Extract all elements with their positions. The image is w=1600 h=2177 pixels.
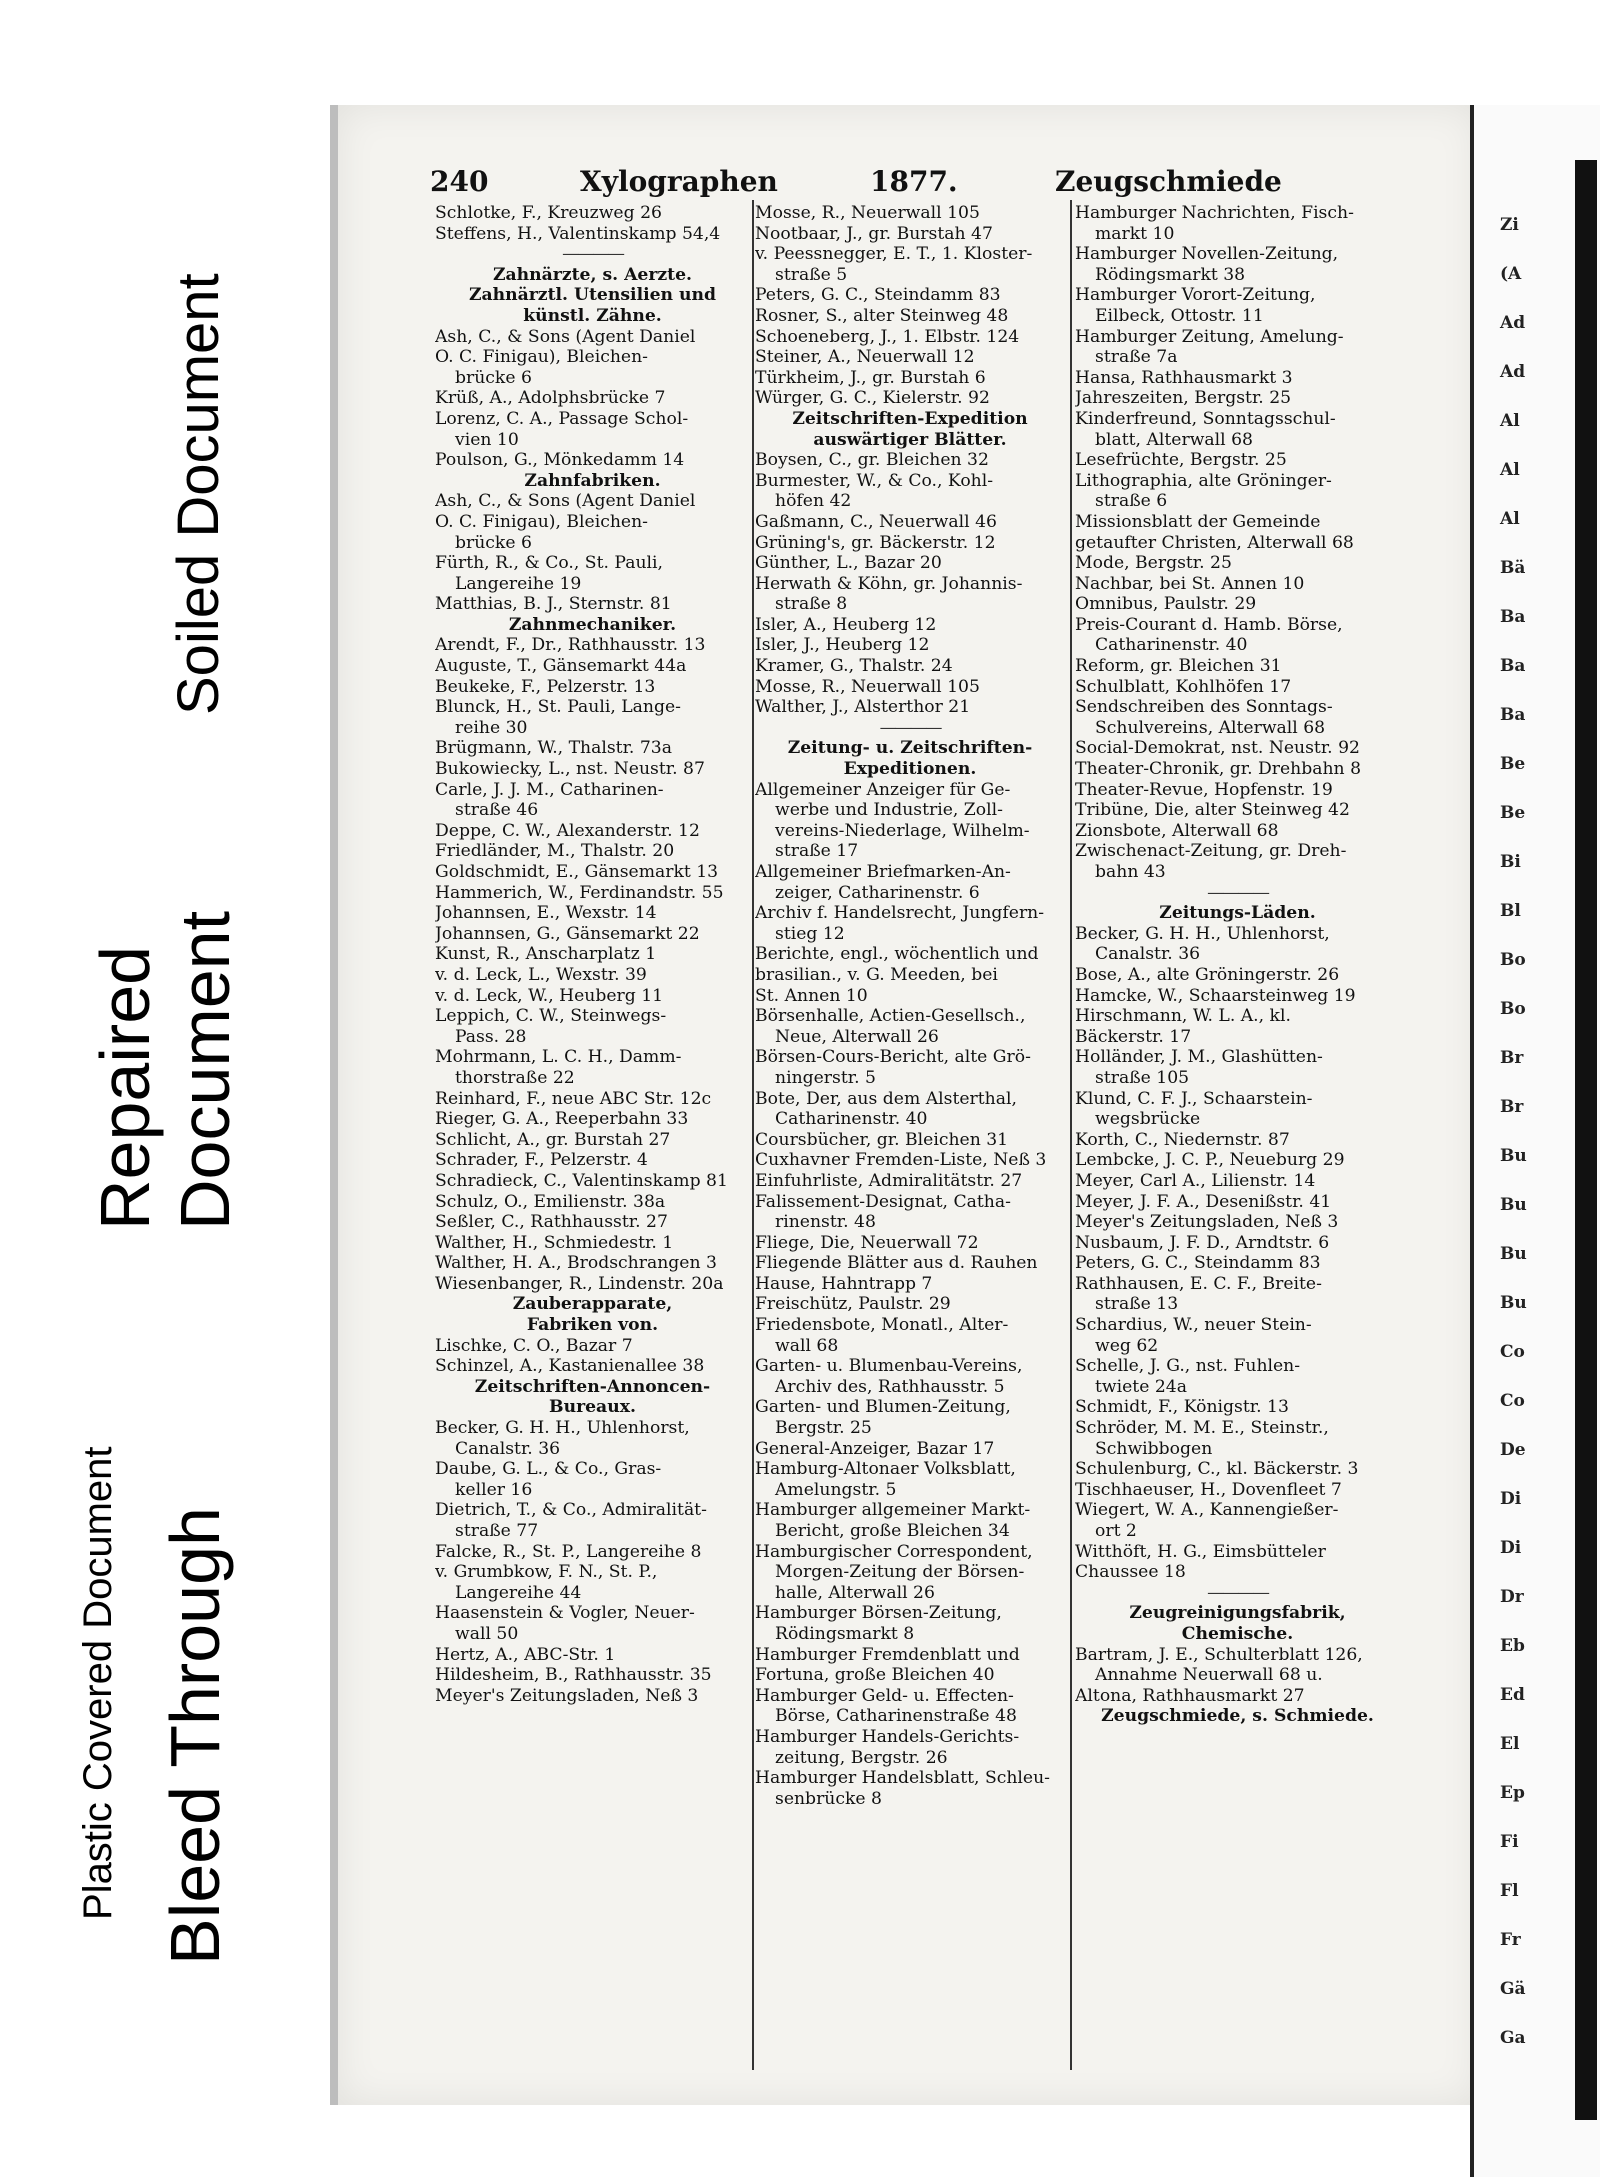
directory-entry: Canalstr. 36	[455, 1438, 561, 1459]
directory-entry: Hamburg-Altonaer Volksblatt,	[755, 1459, 1016, 1480]
directory-entry: Lembcke, J. C. P., Neueburg 29	[1075, 1150, 1345, 1171]
facing-page-fragment: Di	[1500, 1489, 1522, 1509]
section-heading: Zahnfabriken.	[524, 470, 661, 491]
directory-entry: Schinzel, A., Kastanienallee 38	[435, 1356, 705, 1377]
directory-entry: Nusbaum, J. F. D., Arndtstr. 6	[1075, 1232, 1330, 1253]
directory-entry: Hammerich, W., Ferdinandstr. 55	[435, 882, 724, 903]
directory-entry: Eilbeck, Ottostr. 11	[1095, 305, 1264, 326]
directory-entry: Klund, C. F. J., Schaarstein-	[1075, 1088, 1313, 1109]
directory-entry: Börsenhalle, Actien-Gesellsch.,	[755, 1006, 1026, 1027]
facing-page-fragment: Gä	[1500, 1979, 1526, 1999]
directory-entry: Gaßmann, C., Neuerwall 46	[755, 511, 997, 532]
directory-entry: Rödingsmarkt 38	[1095, 264, 1246, 285]
directory-entry: Cuxhavner Fremden-Liste, Neß 3	[755, 1150, 1047, 1171]
directory-entry: Hamburger Fremdenblatt und	[755, 1644, 1020, 1665]
section-heading: künstl. Zähne.	[523, 305, 662, 326]
directory-entry: rinenstr. 48	[775, 1212, 876, 1233]
directory-entry: Mohrmann, L. C. H., Damm-	[435, 1047, 682, 1068]
directory-entry: Daube, G. L., & Co., Gras-	[435, 1459, 662, 1480]
directory-entry: Coursbücher, gr. Bleichen 31	[755, 1129, 1009, 1150]
directory-entry: Langereihe 19	[455, 573, 582, 594]
directory-entry: Grüning's, gr. Bäckerstr. 12	[755, 532, 996, 553]
directory-entry: Walther, H., Schmiedestr. 1	[435, 1232, 674, 1253]
directory-entry: Kinderfreund, Sonntagsschul-	[1075, 408, 1336, 429]
directory-entry: straße 13	[1095, 1294, 1179, 1315]
section-heading: Expeditionen.	[843, 759, 977, 780]
directory-entry: weg 62	[1095, 1335, 1159, 1356]
directory-entry: straße 17	[775, 841, 859, 862]
directory-entry: werbe und Industrie, Zoll-	[775, 800, 1003, 821]
facing-page-fragment: Bo	[1500, 999, 1526, 1019]
directory-entry: Lithographia, alte Gröninger-	[1075, 470, 1332, 491]
stamp-bleed-through: Bleed Through	[156, 1507, 234, 1965]
facing-page-fragment: Ad	[1500, 313, 1526, 333]
page-header	[430, 165, 1410, 201]
directory-entry: wegsbrücke	[1095, 1109, 1201, 1130]
directory-entry: O. C. Finigau), Bleichen-	[435, 511, 648, 532]
directory-entry: Dietrich, T., & Co., Admiralität-	[435, 1500, 707, 1521]
directory-entry: Catharinenstr. 40	[775, 1109, 928, 1130]
directory-entry: Mosse, R., Neuerwall 105	[755, 203, 980, 223]
column-1	[435, 203, 750, 1706]
directory-entry: Morgen-Zeitung der Börsen-	[775, 1562, 1025, 1583]
facing-page-fragment: (A	[1500, 264, 1522, 284]
directory-entry: Einfuhrliste, Admiralitätstr. 27	[755, 1170, 1023, 1191]
section-rule: ————	[1207, 1582, 1268, 1603]
directory-entry: Burmester, W., & Co., Kohl-	[755, 470, 994, 491]
directory-entry: Chaussee 18	[1075, 1562, 1186, 1583]
directory-entry: Falissement-Designat, Catha-	[755, 1191, 1011, 1212]
section-heading: Bureaux.	[549, 1397, 636, 1418]
directory-entry: Bergstr. 25	[775, 1418, 872, 1439]
facing-page-fragment: Ba	[1500, 607, 1526, 627]
directory-entry: Poulson, G., Mönkedamm 14	[435, 450, 685, 471]
page-number: 240	[430, 165, 489, 198]
directory-entry: Neue, Alterwall 26	[775, 1026, 939, 1047]
directory-entry: Steiner, A., Neuerwall 12	[755, 347, 975, 368]
directory-entry: Garten- und Blumen-Zeitung,	[755, 1397, 1011, 1418]
directory-entry: thorstraße 22	[455, 1067, 575, 1088]
directory-entry: Omnibus, Paulstr. 29	[1075, 594, 1257, 615]
directory-entry: Kramer, G., Thalstr. 24	[755, 656, 953, 677]
directory-entry: Schröder, M. M. E., Steinstr.,	[1075, 1418, 1329, 1439]
directory-entry: straße 5	[775, 264, 848, 285]
directory-entry: Börsen-Cours-Bericht, alte Grö-	[755, 1047, 1031, 1068]
directory-entry: Schlicht, A., gr. Burstah 27	[435, 1129, 671, 1150]
directory-entry: Günther, L., Bazar 20	[755, 553, 942, 574]
directory-entry: Jahreszeiten, Bergstr. 25	[1075, 388, 1292, 409]
directory-entry: Schradieck, C., Valentinskamp 81	[435, 1170, 728, 1191]
directory-entry: v. Grumbkow, F. N., St. P.,	[435, 1562, 658, 1583]
column-3	[1075, 203, 1400, 1727]
facing-page-fragment: Di	[1500, 1538, 1522, 1558]
directory-entry: Annahme Neuerwall 68 u.	[1095, 1665, 1323, 1686]
directory-entry: straße 8	[775, 594, 848, 615]
directory-entry: v. Peessnegger, E. T., 1. Kloster-	[755, 244, 1033, 265]
directory-entry: Hamburger Geld- u. Effecten-	[755, 1685, 1014, 1706]
column-divider	[752, 200, 754, 2070]
directory-entry: markt 10	[1095, 223, 1175, 244]
directory-entry: keller 16	[455, 1479, 533, 1500]
stamp-area	[0, 0, 330, 2177]
facing-page-fragment: Co	[1500, 1391, 1525, 1411]
directory-entry: Walther, J., Alsterthor 21	[755, 697, 971, 718]
directory-entry: stieg 12	[775, 923, 845, 944]
directory-entry: Johannsen, E., Wexstr. 14	[435, 903, 657, 924]
directory-entry: getaufter Christen, Alterwall 68	[1075, 532, 1354, 553]
directory-entry: straße 105	[1095, 1067, 1190, 1088]
directory-entry: Hamburger allgemeiner Markt-	[755, 1500, 1031, 1521]
directory-entry: Schmidt, F., Königstr. 13	[1075, 1397, 1289, 1418]
directory-entry: Meyer's Zeitungsladen, Neß 3	[435, 1685, 699, 1706]
directory-entry: Zionsbote, Alterwall 68	[1075, 820, 1279, 841]
directory-entry: reihe 30	[455, 717, 528, 738]
directory-entry: Sendschreiben des Sonntags-	[1075, 697, 1333, 718]
directory-entry: zeitung, Bergstr. 26	[775, 1747, 948, 1768]
stamp-repaired	[85, 830, 245, 1230]
directory-entry: Schulenburg, C., kl. Bäckerstr. 3	[1075, 1459, 1359, 1480]
directory-entry: Altona, Rathhausmarkt 27	[1075, 1685, 1305, 1706]
directory-entry: Türkheim, J., gr. Burstah 6	[755, 367, 986, 388]
facing-page-fragment: Al	[1500, 509, 1520, 529]
directory-entry: St. Annen 10	[755, 985, 868, 1006]
directory-entry: ort 2	[1095, 1521, 1137, 1541]
directory-entry: Schwibbogen	[1095, 1438, 1213, 1459]
directory-entry: Archiv des, Rathhausstr. 5	[775, 1376, 1005, 1397]
directory-entry: Fortuna, große Bleichen 40	[755, 1665, 995, 1686]
directory-entry: Hamcke, W., Schaarsteinweg 19	[1075, 985, 1356, 1006]
directory-entry: Meyer, J. F. A., Desenißstr. 41	[1075, 1191, 1332, 1212]
directory-entry: Schulblatt, Kohlhöfen 17	[1075, 676, 1292, 697]
section-rule: ————	[1207, 882, 1268, 903]
directory-entry: Reform, gr. Bleichen 31	[1075, 656, 1282, 677]
directory-entry: Becker, G. H. H., Uhlenhorst,	[1075, 923, 1330, 944]
directory-entry: Rosner, S., alter Steinweg 48	[755, 305, 1009, 326]
directory-entry: Meyer's Zeitungsladen, Neß 3	[1075, 1212, 1339, 1233]
facing-page-fragment: Fi	[1500, 1832, 1519, 1852]
section-heading: Zeugreinigungsfabrik,	[1129, 1603, 1346, 1624]
facing-page-fragment: Fl	[1500, 1881, 1519, 1901]
directory-entry: Brügmann, W., Thalstr. 73a	[435, 738, 672, 759]
facing-page-fragment: Bu	[1500, 1293, 1527, 1313]
directory-entry: General-Anzeiger, Bazar 17	[755, 1438, 995, 1459]
directory-entry: Seßler, C., Rathhausstr. 27	[435, 1212, 668, 1233]
directory-entry: Amelungstr. 5	[775, 1479, 897, 1500]
section-heading: auswärtiger Blätter.	[813, 429, 1007, 450]
directory-entry: Becker, G. H. H., Uhlenhorst,	[435, 1418, 690, 1439]
directory-entry: Lesefrüchte, Bergstr. 25	[1075, 450, 1287, 471]
directory-entry: wall 50	[455, 1623, 519, 1644]
directory-entry: Haasenstein & Vogler, Neuer-	[435, 1603, 695, 1624]
directory-entry: v. d. Leck, L., Wexstr. 39	[435, 964, 647, 985]
directory-entry: Zwischenact-Zeitung, gr. Dreh-	[1075, 841, 1347, 862]
directory-entry: Rieger, G. A., Reeperbahn 33	[435, 1109, 689, 1130]
directory-entry: Falcke, R., St. P., Langereihe 8	[435, 1541, 702, 1562]
directory-entry: Reinhard, F., neue ABC Str. 12c	[435, 1088, 712, 1109]
directory-entry: Bukowiecky, L., nst. Neustr. 87	[435, 759, 705, 780]
directory-entry: Isler, A., Heuberg 12	[755, 614, 937, 635]
directory-entry: Hamburger Vorort-Zeitung,	[1075, 285, 1316, 306]
directory-entry: Witthöft, H. G., Eimsbütteler	[1075, 1541, 1326, 1562]
facing-page-fragment: Bl	[1500, 901, 1521, 921]
directory-entry: Peters, G. C., Steindamm 83	[755, 285, 1001, 306]
facing-page-fragment: Ba	[1500, 705, 1526, 725]
directory-entry: Catharinenstr. 40	[1095, 635, 1248, 656]
stamp-plastic-covered: Plastic Covered Document	[76, 1446, 120, 1920]
directory-entry: Fürth, R., & Co., St. Pauli,	[435, 553, 663, 574]
directory-entry: straße 77	[455, 1521, 539, 1541]
binding-shadow	[1575, 160, 1597, 2120]
directory-entry: Nootbaar, J., gr. Burstah 47	[755, 223, 993, 244]
directory-entry: Hamburger Börsen-Zeitung,	[755, 1603, 1002, 1624]
column-divider	[1070, 200, 1072, 2070]
directory-entry: Arendt, F., Dr., Rathhausstr. 13	[435, 635, 706, 656]
directory-entry: Johannsen, G., Gänsemarkt 22	[435, 923, 700, 944]
facing-page-fragment: Ad	[1500, 362, 1526, 382]
directory-entry: v. d. Leck, W., Heuberg 11	[435, 985, 664, 1006]
directory-entry: Lischke, C. O., Bazar 7	[435, 1335, 633, 1356]
facing-page-fragment: Br	[1500, 1048, 1524, 1068]
directory-entry: wall 68	[775, 1335, 839, 1356]
facing-page-fragment: Al	[1500, 411, 1520, 431]
header-right-term: Zeugschmiede	[1055, 165, 1282, 198]
section-heading: Fabriken von.	[526, 1315, 659, 1336]
directory-entry: Leppich, C. W., Steinwegs-	[435, 1006, 667, 1027]
directory-entry: zeiger, Catharinenstr. 6	[775, 882, 980, 903]
facing-page-fragment: Bu	[1500, 1244, 1527, 1264]
directory-entry: Social-Demokrat, nst. Neustr. 92	[1075, 738, 1360, 759]
directory-entry: O. C. Finigau), Bleichen-	[435, 347, 648, 368]
directory-entry: Tischhaeuser, H., Dovenfleet 7	[1075, 1479, 1342, 1500]
section-heading: Zeitschriften-Annoncen-	[474, 1376, 711, 1397]
directory-entry: Rödingsmarkt 8	[775, 1623, 915, 1644]
facing-page-fragment: Ba	[1500, 656, 1526, 676]
directory-entry: Schrader, F., Pelzerstr. 4	[435, 1150, 648, 1171]
directory-entry: Pass. 28	[455, 1026, 527, 1047]
section-heading: Zeitungs-Läden.	[1159, 903, 1316, 924]
directory-entry: Hildesheim, B., Rathhausstr. 35	[435, 1665, 712, 1686]
directory-entry: Fliege, Die, Neuerwall 72	[755, 1232, 979, 1253]
directory-entry: Langereihe 44	[455, 1582, 582, 1603]
facing-page-fragment: Be	[1500, 803, 1526, 823]
directory-entry: Mode, Bergstr. 25	[1075, 553, 1232, 574]
directory-entry: Garten- u. Blumenbau-Vereins,	[755, 1356, 1023, 1377]
directory-entry: Bäckerstr. 17	[1075, 1026, 1192, 1047]
directory-entry: Lorenz, C. A., Passage Schol-	[435, 408, 689, 429]
header-left-term: Xylographen	[580, 165, 778, 198]
directory-entry: Hamburger Zeitung, Amelung-	[1075, 326, 1344, 347]
directory-entry: Goldschmidt, E., Gänsemarkt 13	[435, 862, 719, 882]
directory-entry: Bose, A., alte Gröningerstr. 26	[1075, 964, 1340, 985]
directory-entry: Deppe, C. W., Alexanderstr. 12	[435, 820, 700, 841]
facing-page-fragment: Br	[1500, 1097, 1524, 1117]
directory-entry: Korth, C., Niedernstr. 87	[1075, 1129, 1290, 1150]
section-heading: Zauberapparate,	[512, 1294, 673, 1315]
directory-entry: Allgemeiner Anzeiger für Ge-	[755, 779, 1011, 800]
directory-entry: Missionsblatt der Gemeinde	[1075, 511, 1321, 532]
directory-entry: Tribüne, Die, alter Steinweg 42	[1075, 800, 1350, 821]
directory-entry: Bote, Der, aus dem Alsterthal,	[755, 1088, 1017, 1109]
directory-entry: Ash, C., & Sons (Agent Daniel	[435, 491, 696, 512]
directory-entry: straße 7a	[1095, 347, 1178, 368]
directory-entry: Carle, J. J. M., Catharinen-	[435, 779, 664, 800]
directory-entry: Peters, G. C., Steindamm 83	[1075, 1253, 1321, 1274]
section-heading: Zahnmechaniker.	[508, 614, 677, 635]
directory-entry: Schulvereins, Alterwall 68	[1095, 717, 1326, 738]
directory-entry: Canalstr. 36	[1095, 944, 1201, 965]
facing-page-fragment: Bo	[1500, 950, 1526, 970]
directory-entry: Mosse, R., Neuerwall 105	[755, 676, 980, 697]
directory-entry: Krüß, A., Adolphsbrücke 7	[435, 388, 666, 409]
facing-page-fragment: El	[1500, 1734, 1520, 1754]
directory-entry: halle, Alterwall 26	[775, 1582, 935, 1603]
directory-entry: Börse, Catharinenstraße 48	[775, 1706, 1017, 1727]
directory-entry: Schlotke, F., Kreuzweg 26	[435, 203, 662, 223]
directory-entry: höfen 42	[775, 491, 852, 512]
facing-page-fragment: Ga	[1500, 2028, 1526, 2048]
section-rule: ————	[562, 244, 623, 265]
directory-entry: Walther, H. A., Brodschrangen 3	[435, 1253, 717, 1274]
directory-entry: Kunst, R., Anscharplatz 1	[435, 944, 657, 965]
directory-entry: Hamburgischer Correspondent,	[755, 1541, 1033, 1562]
directory-entry: Steffens, H., Valentinskamp 54,4	[435, 223, 721, 244]
directory-entry: Hansa, Rathhausmarkt 3	[1075, 367, 1293, 388]
directory-entry: Hause, Hahntrapp 7	[755, 1273, 933, 1294]
directory-entry: Beukeke, F., Pelzerstr. 13	[435, 676, 656, 697]
directory-entry: Matthias, B. J., Sternstr. 81	[435, 594, 672, 615]
facing-page-fragment: Zi	[1500, 215, 1519, 235]
directory-entry: Wiesenbanger, R., Lindenstr. 20a	[435, 1273, 724, 1294]
directory-entry: blatt, Alterwall 68	[1095, 429, 1253, 450]
directory-entry: straße 46	[455, 800, 539, 821]
directory-entry: Hamburger Novellen-Zeitung,	[1075, 244, 1339, 265]
directory-entry: Würger, G. C., Kielerstr. 92	[755, 388, 990, 409]
facing-page-fragment: Ep	[1500, 1783, 1525, 1803]
section-heading: Zeitung- u. Zeitschriften-	[787, 738, 1033, 759]
directory-entry: straße 6	[1095, 491, 1168, 512]
stamp-repaired-text: Repaired Document	[86, 910, 244, 1230]
directory-entry: Theater-Revue, Hopfenstr. 19	[1075, 779, 1333, 800]
facing-page-fragment: Fr	[1500, 1930, 1521, 1950]
directory-entry: Freischütz, Paulstr. 29	[755, 1294, 951, 1315]
directory-entry: Theater-Chronik, gr. Drehbahn 8	[1075, 759, 1362, 780]
facing-page-fragment: Bä	[1500, 558, 1526, 578]
directory-entry: brasilian., v. G. Meeden, bei	[755, 964, 998, 985]
directory-entry: Hamburger Handelsblatt, Schleu-	[755, 1768, 1050, 1789]
header-year: 1877.	[870, 165, 958, 198]
facing-page-fragment: Bu	[1500, 1146, 1527, 1166]
directory-entry: Friedensbote, Monatl., Alter-	[755, 1315, 1009, 1336]
directory-entry: Nachbar, bei St. Annen 10	[1075, 573, 1305, 594]
facing-page-fragment: Eb	[1500, 1636, 1525, 1656]
facing-page-fragment: Al	[1500, 460, 1520, 480]
column-2	[755, 203, 1065, 1809]
facing-page-fragment: Ed	[1500, 1685, 1525, 1705]
directory-entry: Bartram, J. E., Schulterblatt 126,	[1075, 1644, 1363, 1665]
directory-entry: Holländer, J. M., Glashütten-	[1075, 1047, 1323, 1068]
directory-entry: Friedländer, M., Thalstr. 20	[435, 841, 675, 862]
directory-entry: Schulz, O., Emilienstr. 38a	[435, 1191, 666, 1212]
directory-entry: vien 10	[455, 429, 519, 450]
directory-entry: Preis-Courant d. Hamb. Börse,	[1075, 614, 1343, 635]
facing-page-fragment: Bu	[1500, 1195, 1527, 1215]
section-heading: Zahnärzte, s. Aerzte.	[492, 264, 693, 285]
directory-entry: Fliegende Blätter aus d. Rauhen	[755, 1253, 1038, 1274]
section-heading: Chemische.	[1181, 1623, 1294, 1644]
directory-entry: Isler, J., Heuberg 12	[755, 635, 930, 656]
facing-page-fragment: Bi	[1500, 852, 1521, 872]
directory-entry: Auguste, T., Gänsemarkt 44a	[435, 656, 687, 677]
section-heading: Zeugschmiede, s. Schmiede.	[1101, 1706, 1374, 1727]
directory-entry: Wiegert, W. A., Kannengießer-	[1075, 1500, 1339, 1521]
directory-entry: Archiv f. Handelsrecht, Jungfern-	[755, 903, 1045, 924]
directory-entry: Boysen, C., gr. Bleichen 32	[755, 450, 989, 471]
facing-page-fragment: De	[1500, 1440, 1526, 1460]
directory-entry: vereins-Niederlage, Wilhelm-	[775, 820, 1030, 841]
directory-entry: bahn 43	[1095, 862, 1166, 882]
directory-entry: Hertz, A., ABC-Str. 1	[435, 1644, 616, 1665]
directory-entry: Schelle, J. G., nst. Fuhlen-	[1075, 1356, 1301, 1377]
directory-entry: Schardius, W., neuer Stein-	[1075, 1315, 1312, 1336]
directory-entry: brücke 6	[455, 367, 532, 388]
directory-entry: Blunck, H., St. Pauli, Lange-	[435, 697, 681, 718]
directory-entry: brücke 6	[455, 532, 532, 553]
section-heading: Zahnärztl. Utensilien und	[468, 285, 717, 306]
facing-page-fragment: Dr	[1500, 1587, 1524, 1607]
directory-entry: Rathhausen, E. C. F., Breite-	[1075, 1273, 1322, 1294]
section-rule: ————	[879, 717, 941, 738]
directory-entry: Berichte, engl., wöchentlich und	[755, 944, 1039, 965]
directory-entry: ningerstr. 5	[775, 1067, 876, 1088]
directory-entry: twiete 24a	[1095, 1376, 1187, 1397]
directory-entry: Bericht, große Bleichen 34	[775, 1521, 1010, 1541]
directory-entry: Hamburger Handels-Gerichts-	[755, 1726, 1020, 1747]
facing-page-fragment: Be	[1500, 754, 1526, 774]
stamp-soiled: Soiled Document	[166, 273, 231, 715]
directory-entry: Schoeneberg, J., 1. Elbstr. 124	[755, 326, 1020, 347]
directory-entry: Hamburger Nachrichten, Fisch-	[1075, 203, 1354, 223]
directory-entry: Hirschmann, W. L. A., kl.	[1075, 1006, 1291, 1027]
directory-entry: Meyer, Carl A., Lilienstr. 14	[1075, 1170, 1316, 1191]
facing-page-fragment: Co	[1500, 1342, 1525, 1362]
directory-entry: Herwath & Köhn, gr. Johannis-	[755, 573, 1023, 594]
directory-entry: senbrücke 8	[775, 1788, 882, 1809]
section-heading: Zeitschriften-Expedition	[792, 408, 1028, 429]
directory-entry: Ash, C., & Sons (Agent Daniel	[435, 326, 696, 347]
directory-entry: Allgemeiner Briefmarken-An-	[755, 862, 1011, 882]
